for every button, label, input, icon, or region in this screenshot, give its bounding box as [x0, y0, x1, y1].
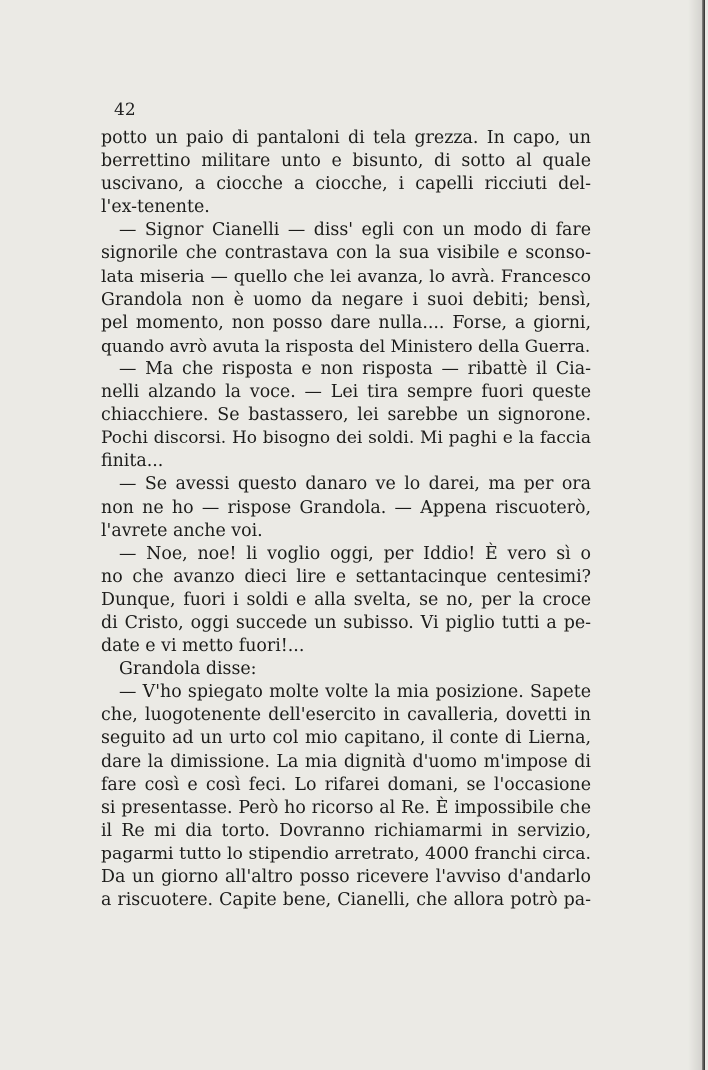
text-line: Da un giorno all'altro posso ricevere l'avviso d'andarlo	[101, 867, 591, 887]
text-line: Pochi discorsi. Ho bisogno dei soldi. Mi paghi e la faccia	[101, 428, 591, 449]
text-line: l'avrete anche voi.	[101, 520, 263, 541]
text-line: quando avrò avuta la risposta del Ministero della Guerra.	[101, 335, 591, 356]
text-line: — Noe, noe! li voglio oggi, per Iddio! È vero sì o	[119, 543, 591, 564]
text-line: — Ma che risposta e non risposta — ribattè il Cia-	[119, 358, 591, 379]
text-line: finita...	[101, 451, 164, 472]
book-spine-edge	[702, 0, 705, 1070]
text-line: no che avanzo dieci lire e settantacinque centesimi?	[101, 566, 591, 587]
page-text	[101, 127, 591, 912]
text-line: seguito ad un urto col mio capitano, il conte di Lierna,	[101, 728, 591, 749]
text-line: uscivano, a ciocche a ciocche, i capelli ricciuti del-	[101, 174, 591, 195]
text-line: di Cristo, oggi succede un subisso. Vi piglio tutti a pe-	[101, 612, 591, 633]
text-line: potto un paio di pantaloni di tela grezza. In capo, un	[101, 128, 591, 148]
text-line: Dunque, fuori i soldi e alla svelta, se no, per la croce	[101, 589, 591, 610]
text-line: l'ex-tenente.	[101, 197, 210, 218]
text-line: si presentasse. Però ho ricorso al Re. È impossibile che	[101, 797, 591, 818]
text-line: dare la dimissione. La mia dignità d'uomo m'impose di	[101, 751, 591, 772]
text-line: pagarmi tutto lo stipendio arretrato, 4000 franchi circa.	[101, 843, 591, 864]
text-line: Grandola disse:	[119, 659, 257, 680]
text-line: berrettino militare unto e bisunto, di sotto al quale	[101, 151, 591, 172]
text-line: a riscuotere. Capite bene, Cianelli, che allora potrò pa-	[101, 890, 591, 911]
text-line: chiacchiere. Se bastassero, lei sarebbe un signorone.	[101, 405, 591, 426]
text-line: che, luogotenente dell'esercito in cavalleria, dovetti in	[101, 705, 591, 726]
text-line: — Signor Cianelli — diss' egli con un modo di fare	[119, 220, 591, 241]
text-line: nelli alzando la voce. — Lei tira sempre fuori queste	[101, 382, 591, 403]
text-line: il Re mi dia torto. Dovranno richiamarmi in servizio,	[101, 820, 591, 841]
text-line: date e vi metto fuori!...	[101, 636, 305, 657]
text-line: pel momento, non posso dare nulla.... Forse, a giorni,	[101, 312, 591, 333]
spine-shadow	[688, 0, 702, 1070]
text-line: — Se avessi questo danaro ve lo darei, ma per ora	[119, 474, 591, 495]
text-line: lata miseria — quello che lei avanza, lo avrà. Francesco	[101, 266, 591, 287]
text-line: signorile che contrastava con la sua visibile e sconso-	[101, 243, 591, 264]
text-line: fare così e così feci. Lo rifarei domani, se l'occasione	[101, 774, 591, 795]
text-line: Grandola non è uomo da negare i suoi debiti; bensì,	[101, 289, 591, 310]
page-number: 42	[114, 100, 136, 120]
text-line: non ne ho — rispose Grandola. — Appena riscuoterò,	[101, 497, 591, 518]
text-line: — V'ho spiegato molte volte la mia posizione. Sapete	[119, 682, 591, 703]
